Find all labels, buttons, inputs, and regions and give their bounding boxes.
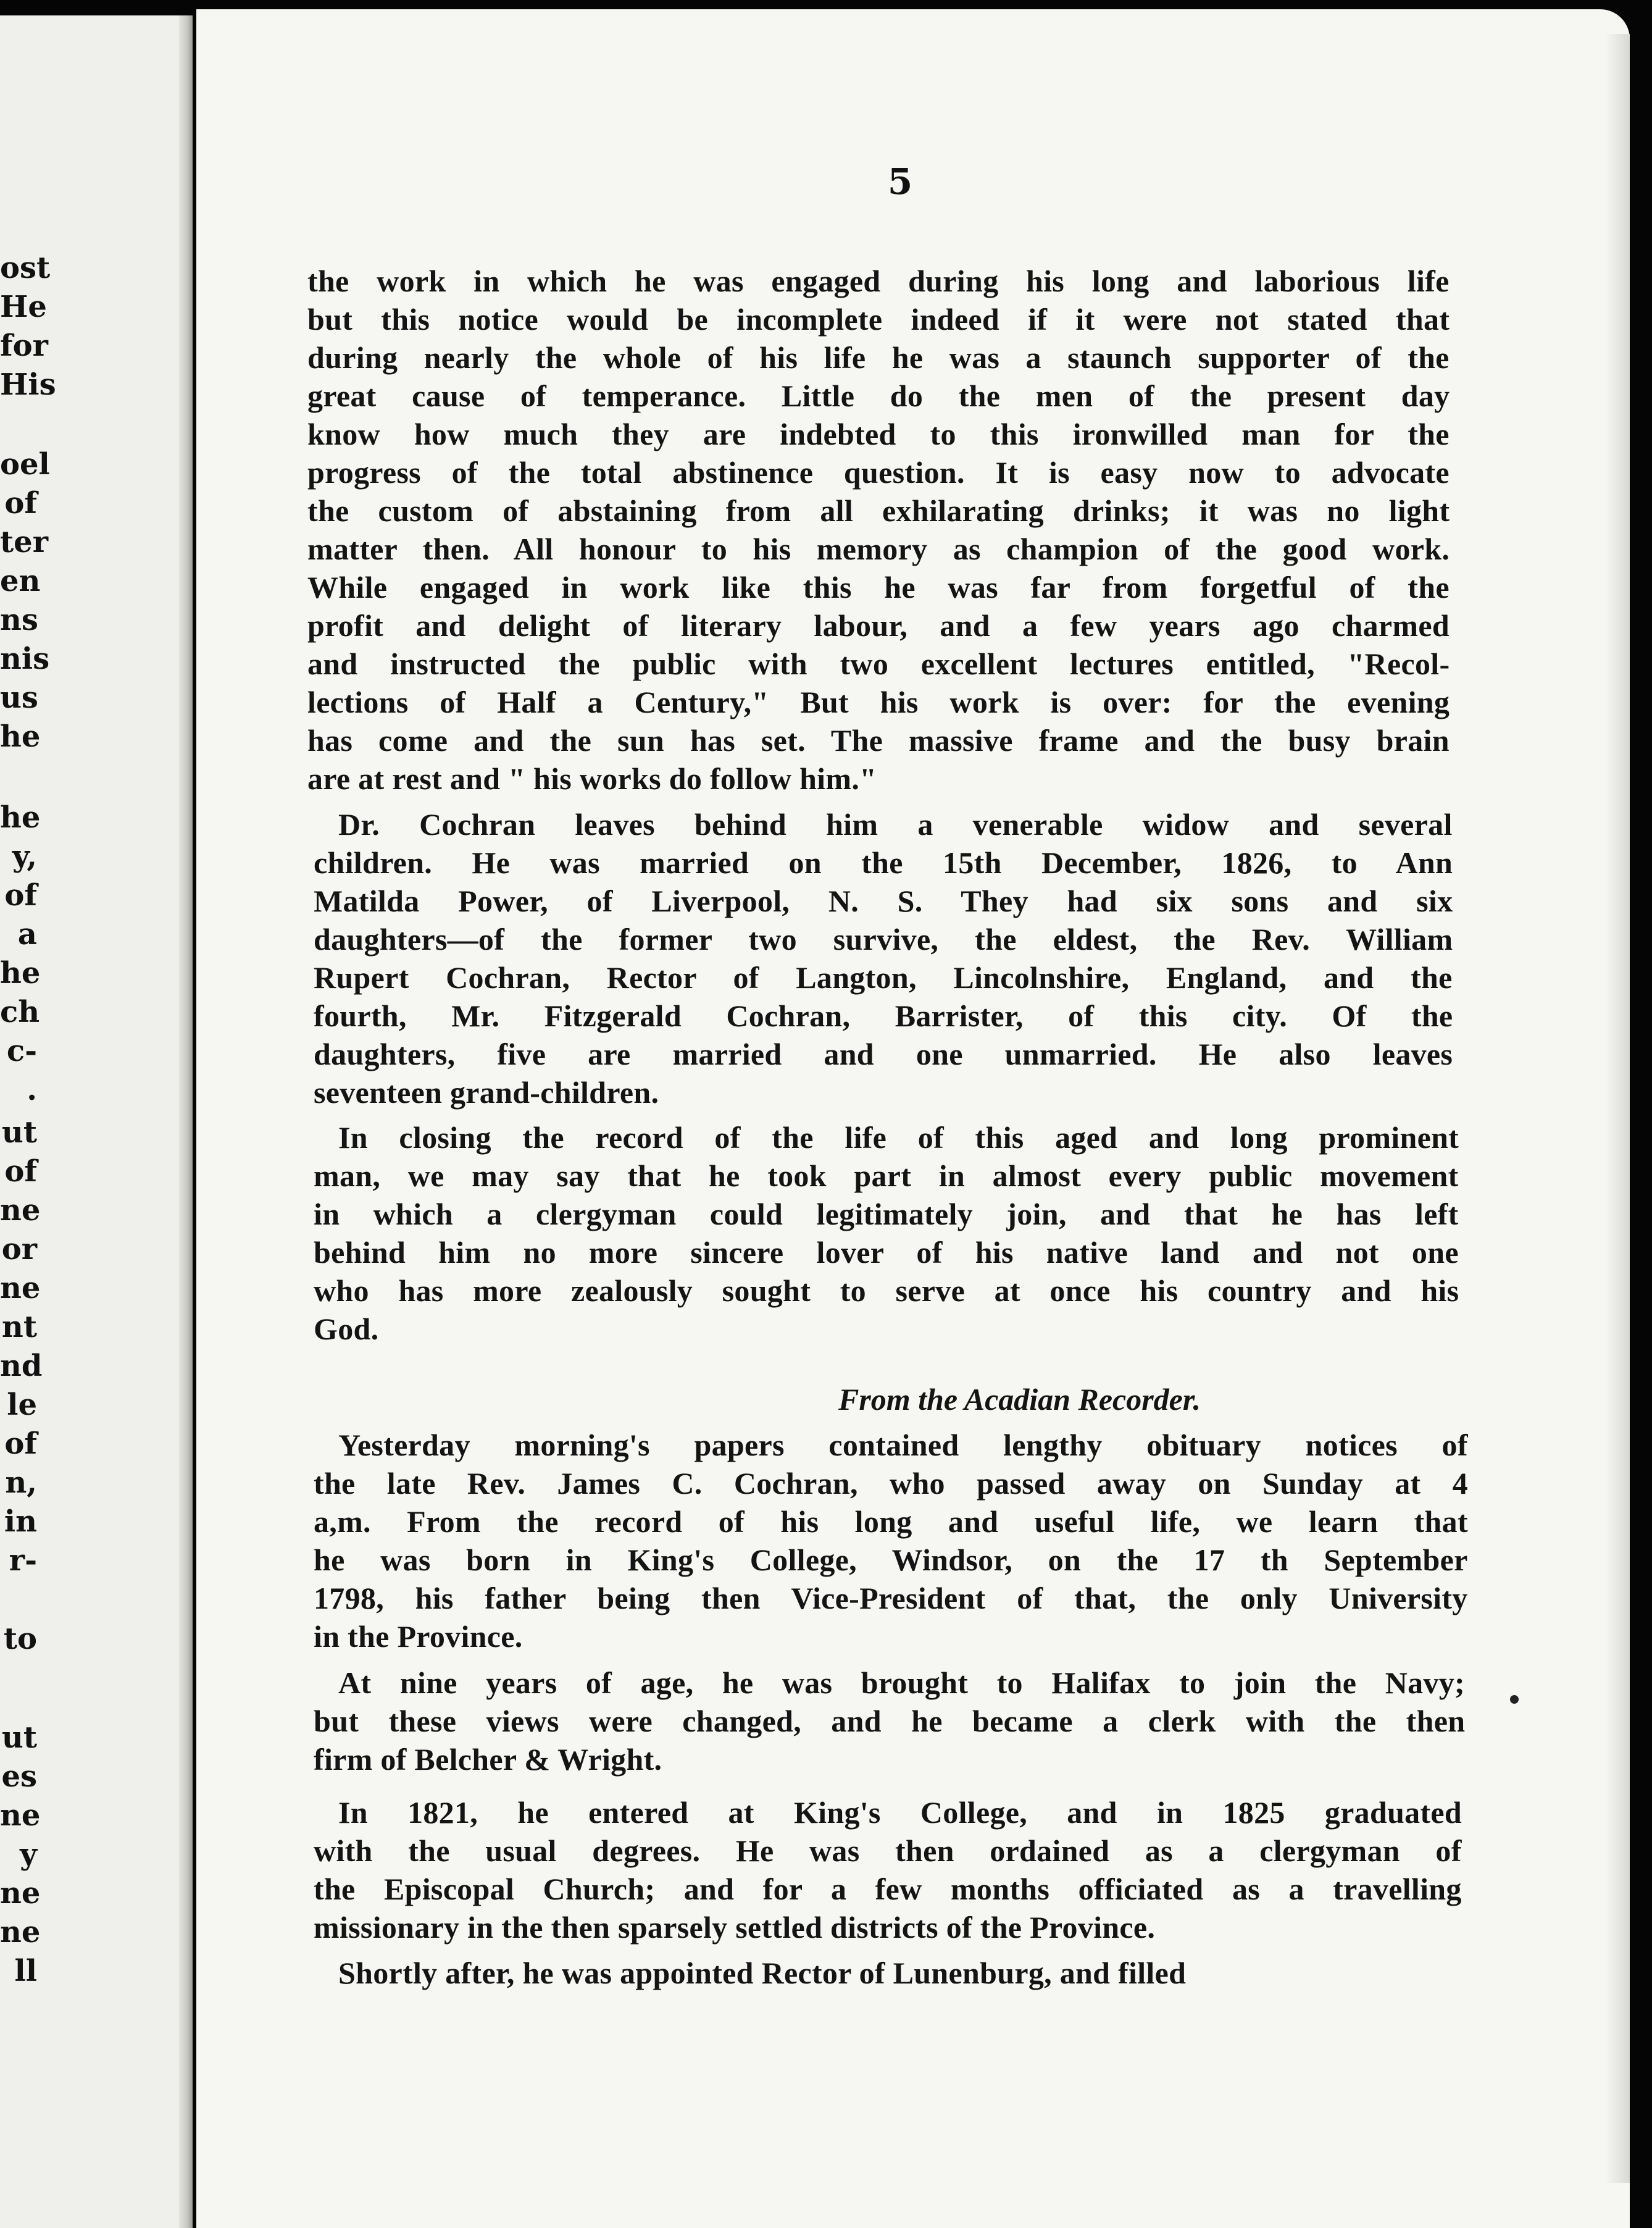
- page-number: 5: [887, 161, 913, 203]
- previous-page-fragment: us: [0, 681, 38, 715]
- previous-page-fragment: ne: [0, 1271, 41, 1305]
- body-text-line: but these views were changed, and he became a clerk with the then: [314, 1704, 1466, 1738]
- body-text-line: seventeen grand-children.: [314, 1075, 659, 1110]
- body-text-line: fourth, Mr. Fitzgerald Cochran, Barrister, of this city. Of the: [314, 999, 1453, 1033]
- body-text-line: missionary in the then sparsely settled districts of the Province.: [314, 1910, 1156, 1945]
- previous-page-fragment: es: [1, 1759, 37, 1794]
- body-text-line: are at rest and " his works do follow him.": [307, 761, 877, 796]
- previous-page-fragment: nt: [1, 1310, 37, 1344]
- body-text-line: profit and delight of literary labour, and a few years ago charmed: [307, 608, 1450, 643]
- previous-page-fragment: of: [4, 1154, 37, 1189]
- previous-page-fragment: ut: [1, 1115, 37, 1150]
- previous-page-fragment: ne: [0, 1193, 41, 1228]
- previous-page-fragment: nis: [0, 642, 50, 676]
- body-text-line: who has more zealously sought to serve at once his country and his: [314, 1273, 1459, 1308]
- previous-page-edge: [0, 15, 193, 2228]
- body-text-line: know how much they are indebted to this ironwilled man for the: [307, 417, 1450, 451]
- body-text-line: Matilda Power, of Liverpool, N. S. They had six sons and six: [314, 884, 1453, 918]
- previous-page-fragment: in: [4, 1504, 37, 1539]
- previous-page-fragment: ter: [0, 525, 48, 559]
- previous-page-fragment: of: [4, 1426, 37, 1461]
- previous-page-fragment: ost: [0, 251, 51, 285]
- previous-page-fragment: ns: [0, 603, 38, 637]
- body-text-line: Dr. Cochran leaves behind him a venerable widow and several: [338, 807, 1453, 842]
- previous-page-fragment: ch: [0, 995, 40, 1029]
- previous-page-fragment: r-: [9, 1543, 37, 1578]
- previous-page-fragment: he: [0, 800, 41, 835]
- body-text-line: Rupert Cochran, Rector of Langton, Lincolnshire, England, and the: [314, 960, 1453, 995]
- body-text-line: the work in which he was engaged during his long and laborious life: [307, 264, 1450, 298]
- body-text-line: daughters, five are married and one unmarried. He also leaves: [314, 1037, 1453, 1071]
- previous-page-fragment: for: [0, 329, 48, 363]
- previous-page-fragment: .: [27, 1073, 37, 1107]
- body-text-line: progress of the total abstinence question. It is easy now to advocate: [307, 455, 1450, 490]
- page-gutter: [179, 15, 193, 2228]
- body-text-line: the custom of abstaining from all exhilarating drinks; it was no light: [307, 493, 1450, 528]
- body-text-line: in which a clergyman could legitimately join, and that he has left: [314, 1197, 1459, 1231]
- body-text-line: While engaged in work like this he was far from forgetful of the: [307, 570, 1450, 605]
- body-text-line: children. He was married on the 15th December, 1826, to Ann: [314, 845, 1453, 880]
- previous-page-fragment: He: [0, 290, 47, 324]
- previous-page-fragment: y,: [12, 839, 37, 874]
- body-text-line: and instructed the public with two excellent lectures entitled, "Recol-: [307, 647, 1450, 681]
- body-text-line: matter then. All honour to his memory as champion of the good work.: [307, 532, 1450, 566]
- body-text-line: the late Rev. James C. Cochran, who passed away on Sunday at 4: [314, 1466, 1468, 1501]
- previous-page-fragment: nd: [0, 1349, 43, 1383]
- previous-page-fragment: a: [17, 917, 37, 952]
- previous-page-fragment: n,: [5, 1465, 37, 1500]
- body-text-line: 1798, his father being then Vice-President of that, the only University: [314, 1581, 1468, 1615]
- body-text-line: during nearly the whole of his life he was a staunch supporter of the: [307, 340, 1450, 375]
- body-text-line: In closing the record of the life of this aged and long prominent: [338, 1120, 1459, 1155]
- previous-page-fragment: oel: [0, 447, 50, 482]
- previous-page-fragment: ll: [14, 1954, 37, 1988]
- previous-page-fragment: of: [4, 486, 37, 521]
- page-edge-shadow: [1605, 34, 1630, 2183]
- body-text-line: a,m. From the record of his long and useful life, we learn that: [314, 1504, 1468, 1539]
- previous-page-fragment: le: [7, 1388, 37, 1422]
- previous-page-fragment: of: [4, 878, 37, 913]
- body-text-line: the Episcopal Church; and for a few months officiated as a travelling: [314, 1872, 1462, 1906]
- previous-page-fragment: ut: [1, 1720, 37, 1755]
- body-text-line: great cause of temperance. Little do the men of the present day: [307, 379, 1450, 413]
- body-text-line: firm of Belcher & Wright.: [314, 1742, 662, 1777]
- section-heading: From the Acadian Recorder.: [838, 1382, 1201, 1417]
- book-page: [196, 9, 1630, 2228]
- body-text-line: in the Province.: [314, 1619, 523, 1654]
- previous-page-fragment: or: [1, 1232, 37, 1267]
- body-text-line: lections of Half a Century," But his work is over: for the evening: [307, 685, 1450, 719]
- body-text-line: At nine years of age, he was brought to Halifax to join the Navy;: [338, 1665, 1465, 1700]
- previous-page-fragment: y: [20, 1837, 37, 1872]
- previous-page-fragment: ne: [0, 1915, 41, 1950]
- previous-page-fragment: en: [0, 564, 41, 598]
- body-text-line: daughters—of the former two survive, the eldest, the Rev. William: [314, 922, 1453, 957]
- body-text-line: behind him no more sincere lover of his native land and not one: [314, 1235, 1459, 1270]
- previous-page-fragment: ne: [0, 1876, 41, 1911]
- body-text-line: God.: [314, 1312, 379, 1346]
- body-text-line: has come and the sun has set. The massive frame and the busy brain: [307, 723, 1450, 758]
- previous-page-fragment: ne: [0, 1798, 41, 1833]
- body-text-line: but this notice would be incomplete indeed if it were not stated that: [307, 302, 1450, 337]
- body-text-line: Yesterday morning's papers contained lengthy obituary notices of: [338, 1428, 1468, 1462]
- previous-page-fragment: to: [3, 1622, 37, 1656]
- previous-page-fragment: he: [0, 956, 41, 990]
- body-text-line: In 1821, he entered at King's College, and in 1825 graduated: [338, 1795, 1462, 1830]
- previous-page-fragment: c-: [6, 1034, 37, 1068]
- body-text-line: he was born in King's College, Windsor, on the 17 th September: [314, 1543, 1468, 1577]
- body-text-line: Shortly after, he was appointed Rector of Lunenburg, and filled: [338, 1956, 1187, 1990]
- ink-speck: [1510, 1695, 1519, 1704]
- previous-page-fragment: he: [0, 719, 41, 754]
- body-text-line: with the usual degrees. He was then ordained as a clergyman of: [314, 1833, 1462, 1868]
- body-text-line: man, we may say that he took part in almost every public movement: [314, 1158, 1459, 1193]
- previous-page-fragment: His: [0, 367, 56, 402]
